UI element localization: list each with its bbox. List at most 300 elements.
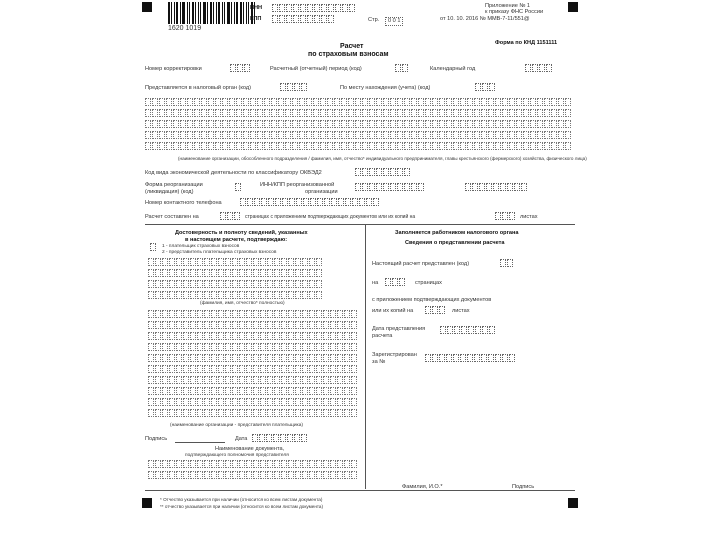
input-cell[interactable] xyxy=(166,120,172,128)
input-cell[interactable] xyxy=(148,280,154,288)
input-cell[interactable] xyxy=(295,376,301,384)
input-cell[interactable] xyxy=(254,198,260,206)
input-cell[interactable] xyxy=(162,409,168,417)
input-cell[interactable] xyxy=(204,471,210,479)
input-cell[interactable] xyxy=(447,326,453,334)
input-cell[interactable] xyxy=(152,109,158,117)
input-cell[interactable] xyxy=(425,306,431,314)
input-cell[interactable] xyxy=(208,120,214,128)
input-cell[interactable] xyxy=(383,131,389,139)
input-cell[interactable] xyxy=(162,291,168,299)
input-cell[interactable] xyxy=(225,398,231,406)
input-cell[interactable] xyxy=(236,98,242,106)
input-cell[interactable] xyxy=(330,387,336,395)
input-cell[interactable] xyxy=(162,376,168,384)
input-cell[interactable] xyxy=(474,98,480,106)
input-cell[interactable] xyxy=(323,365,329,373)
input-cell[interactable] xyxy=(302,398,308,406)
input-cell[interactable] xyxy=(218,376,224,384)
input-cell[interactable] xyxy=(183,409,189,417)
input-cell[interactable] xyxy=(176,398,182,406)
input-cell[interactable] xyxy=(239,280,245,288)
input-cell[interactable] xyxy=(246,471,252,479)
input-cell[interactable] xyxy=(316,387,322,395)
input-cell[interactable] xyxy=(385,278,391,286)
input-cell[interactable] xyxy=(211,310,217,318)
input-cell[interactable] xyxy=(344,354,350,362)
input-cell[interactable] xyxy=(246,269,252,277)
input-cell[interactable] xyxy=(300,4,306,12)
input-cell[interactable] xyxy=(260,332,266,340)
input-cell[interactable] xyxy=(516,98,522,106)
input-cell[interactable] xyxy=(190,398,196,406)
input-cell[interactable] xyxy=(267,258,273,266)
input-cell[interactable] xyxy=(523,98,529,106)
input-cell[interactable] xyxy=(204,354,210,362)
input-cell[interactable] xyxy=(316,376,322,384)
input-cell[interactable] xyxy=(271,98,277,106)
input-cell[interactable] xyxy=(183,291,189,299)
input-cell[interactable] xyxy=(250,120,256,128)
input-cell[interactable] xyxy=(267,376,273,384)
input-cell[interactable] xyxy=(236,142,242,150)
input-cell[interactable] xyxy=(222,142,228,150)
input-cell[interactable] xyxy=(293,4,299,12)
input-cell[interactable] xyxy=(173,120,179,128)
input-cell[interactable] xyxy=(145,120,151,128)
input-cell[interactable] xyxy=(327,142,333,150)
input-cell[interactable] xyxy=(183,321,189,329)
input-cell[interactable] xyxy=(197,332,203,340)
input-cell[interactable] xyxy=(183,280,189,288)
input-cell[interactable] xyxy=(239,409,245,417)
input-cell[interactable] xyxy=(500,259,506,267)
input-cell[interactable] xyxy=(320,98,326,106)
input-cell[interactable] xyxy=(299,109,305,117)
input-cell[interactable] xyxy=(404,131,410,139)
input-cell[interactable] xyxy=(211,291,217,299)
input-cell[interactable] xyxy=(295,387,301,395)
input-cell[interactable] xyxy=(467,131,473,139)
input-cell[interactable] xyxy=(314,4,320,12)
input-cell[interactable] xyxy=(244,64,250,72)
input-cell[interactable] xyxy=(275,198,281,206)
input-cell[interactable] xyxy=(243,131,249,139)
input-cell[interactable] xyxy=(208,109,214,117)
input-cell[interactable] xyxy=(232,471,238,479)
input-cell[interactable] xyxy=(239,365,245,373)
input-cell[interactable] xyxy=(302,365,308,373)
input-cell[interactable] xyxy=(281,398,287,406)
input-cell[interactable] xyxy=(197,321,203,329)
input-cell[interactable] xyxy=(366,198,372,206)
input-cell[interactable] xyxy=(334,120,340,128)
input-cell[interactable] xyxy=(243,142,249,150)
input-cell[interactable] xyxy=(272,15,278,23)
input-cell[interactable] xyxy=(274,310,280,318)
input-cell[interactable] xyxy=(352,198,358,206)
input-cell[interactable] xyxy=(166,131,172,139)
input-cell[interactable] xyxy=(295,471,301,479)
input-cell[interactable] xyxy=(183,354,189,362)
input-cell[interactable] xyxy=(316,365,322,373)
input-cell[interactable] xyxy=(344,332,350,340)
input-cell[interactable] xyxy=(309,310,315,318)
input-cell[interactable] xyxy=(323,376,329,384)
input-cell[interactable] xyxy=(169,321,175,329)
input-cell[interactable] xyxy=(288,291,294,299)
input-cell[interactable] xyxy=(243,109,249,117)
input-cell[interactable] xyxy=(537,120,543,128)
input-cell[interactable] xyxy=(502,131,508,139)
input-cell[interactable] xyxy=(334,142,340,150)
input-cell[interactable] xyxy=(551,109,557,117)
input-cell[interactable] xyxy=(474,131,480,139)
input-cell[interactable] xyxy=(316,409,322,417)
input-cell[interactable] xyxy=(439,120,445,128)
input-cell[interactable] xyxy=(239,398,245,406)
input-cell[interactable] xyxy=(183,310,189,318)
input-cell[interactable] xyxy=(234,212,240,220)
input-cell[interactable] xyxy=(425,142,431,150)
input-cell[interactable] xyxy=(257,142,263,150)
input-cell[interactable] xyxy=(267,398,273,406)
input-cell[interactable] xyxy=(225,291,231,299)
input-cell[interactable] xyxy=(162,398,168,406)
input-cell[interactable] xyxy=(218,471,224,479)
input-cell[interactable] xyxy=(159,109,165,117)
input-cell[interactable] xyxy=(183,376,189,384)
input-cell[interactable] xyxy=(239,354,245,362)
input-cell[interactable] xyxy=(274,269,280,277)
input-cell[interactable] xyxy=(218,343,224,351)
input-cell[interactable] xyxy=(229,120,235,128)
input-cell[interactable] xyxy=(148,332,154,340)
input-cell[interactable] xyxy=(159,120,165,128)
input-cell[interactable] xyxy=(316,471,322,479)
input-cell[interactable] xyxy=(330,332,336,340)
input-cell[interactable] xyxy=(302,376,308,384)
input-cell[interactable] xyxy=(278,131,284,139)
input-cell[interactable] xyxy=(190,365,196,373)
input-cell[interactable] xyxy=(411,142,417,150)
input-cell[interactable] xyxy=(301,434,307,442)
input-cell[interactable] xyxy=(267,291,273,299)
input-cell[interactable] xyxy=(183,269,189,277)
input-cell[interactable] xyxy=(551,98,557,106)
phone-cells[interactable] xyxy=(240,198,380,206)
input-cell[interactable] xyxy=(383,168,389,176)
input-cell[interactable] xyxy=(225,258,231,266)
input-cell[interactable] xyxy=(344,409,350,417)
input-cell[interactable] xyxy=(344,387,350,395)
input-cell[interactable] xyxy=(183,332,189,340)
input-cell[interactable] xyxy=(190,310,196,318)
input-cell[interactable] xyxy=(454,326,460,334)
submit-code-cells[interactable] xyxy=(500,259,514,267)
input-cell[interactable] xyxy=(183,460,189,468)
input-cell[interactable] xyxy=(351,387,357,395)
input-cell[interactable] xyxy=(169,365,175,373)
input-cell[interactable] xyxy=(351,354,357,362)
input-cell[interactable] xyxy=(253,269,259,277)
input-cell[interactable] xyxy=(176,310,182,318)
input-cell[interactable] xyxy=(240,198,246,206)
input-cell[interactable] xyxy=(218,409,224,417)
input-cell[interactable] xyxy=(201,98,207,106)
calendar-year-cells[interactable] xyxy=(525,64,553,72)
input-cell[interactable] xyxy=(225,310,231,318)
input-cell[interactable] xyxy=(222,109,228,117)
input-cell[interactable] xyxy=(295,291,301,299)
input-cell[interactable] xyxy=(232,398,238,406)
input-cell[interactable] xyxy=(288,310,294,318)
input-cell[interactable] xyxy=(173,98,179,106)
input-cell[interactable] xyxy=(183,343,189,351)
input-cell[interactable] xyxy=(302,269,308,277)
input-cell[interactable] xyxy=(565,109,571,117)
input-cell[interactable] xyxy=(239,291,245,299)
input-cell[interactable] xyxy=(162,365,168,373)
input-cell[interactable] xyxy=(176,258,182,266)
input-cell[interactable] xyxy=(190,332,196,340)
input-cell[interactable] xyxy=(544,98,550,106)
input-cell[interactable] xyxy=(201,131,207,139)
input-cell[interactable] xyxy=(344,376,350,384)
input-cell[interactable] xyxy=(148,269,154,277)
input-cell[interactable] xyxy=(299,142,305,150)
input-cell[interactable] xyxy=(281,471,287,479)
input-cell[interactable] xyxy=(288,376,294,384)
input-cell[interactable] xyxy=(225,280,231,288)
input-cell[interactable] xyxy=(295,258,301,266)
input-cell[interactable] xyxy=(279,15,285,23)
input-cell[interactable] xyxy=(544,120,550,128)
input-cell[interactable] xyxy=(162,387,168,395)
input-cell[interactable] xyxy=(530,120,536,128)
input-cell[interactable] xyxy=(281,321,287,329)
input-cell[interactable] xyxy=(197,409,203,417)
input-cell[interactable] xyxy=(169,269,175,277)
input-cell[interactable] xyxy=(479,183,485,191)
settlement-period-cells[interactable] xyxy=(395,64,409,72)
input-cell[interactable] xyxy=(225,460,231,468)
input-cell[interactable] xyxy=(211,409,217,417)
input-cell[interactable] xyxy=(376,109,382,117)
input-cell[interactable] xyxy=(246,398,252,406)
input-cell[interactable] xyxy=(446,354,452,362)
input-cell[interactable] xyxy=(509,142,515,150)
input-cell[interactable] xyxy=(313,142,319,150)
input-cell[interactable] xyxy=(169,258,175,266)
input-cell[interactable] xyxy=(176,376,182,384)
input-cell[interactable] xyxy=(166,98,172,106)
input-cell[interactable] xyxy=(204,269,210,277)
input-cell[interactable] xyxy=(338,198,344,206)
input-cell[interactable] xyxy=(302,310,308,318)
input-cell[interactable] xyxy=(180,131,186,139)
input-cell[interactable] xyxy=(159,98,165,106)
input-cell[interactable] xyxy=(495,142,501,150)
input-cell[interactable] xyxy=(345,198,351,206)
input-cell[interactable] xyxy=(316,332,322,340)
input-cell[interactable] xyxy=(211,343,217,351)
input-cell[interactable] xyxy=(281,269,287,277)
input-cell[interactable] xyxy=(383,142,389,150)
input-cell[interactable] xyxy=(488,109,494,117)
input-cell[interactable] xyxy=(289,198,295,206)
input-cell[interactable] xyxy=(525,64,531,72)
input-cell[interactable] xyxy=(316,310,322,318)
input-cell[interactable] xyxy=(148,365,154,373)
input-cell[interactable] xyxy=(292,131,298,139)
input-cell[interactable] xyxy=(281,365,287,373)
input-cell[interactable] xyxy=(425,354,431,362)
input-cell[interactable] xyxy=(288,365,294,373)
input-cell[interactable] xyxy=(155,471,161,479)
input-cell[interactable] xyxy=(281,310,287,318)
input-cell[interactable] xyxy=(232,409,238,417)
input-cell[interactable] xyxy=(341,120,347,128)
input-cell[interactable] xyxy=(362,131,368,139)
input-cell[interactable] xyxy=(267,471,273,479)
input-cell[interactable] xyxy=(341,98,347,106)
input-cell[interactable] xyxy=(323,460,329,468)
input-cell[interactable] xyxy=(302,291,308,299)
input-cell[interactable] xyxy=(187,120,193,128)
input-cell[interactable] xyxy=(481,354,487,362)
input-cell[interactable] xyxy=(279,4,285,12)
input-cell[interactable] xyxy=(208,131,214,139)
input-cell[interactable] xyxy=(148,291,154,299)
input-cell[interactable] xyxy=(530,98,536,106)
input-cell[interactable] xyxy=(197,398,203,406)
input-cell[interactable] xyxy=(218,269,224,277)
input-cell[interactable] xyxy=(509,98,515,106)
input-cell[interactable] xyxy=(330,343,336,351)
input-cell[interactable] xyxy=(418,131,424,139)
input-cell[interactable] xyxy=(152,98,158,106)
input-cell[interactable] xyxy=(482,326,488,334)
input-cell[interactable] xyxy=(489,83,495,91)
input-cell[interactable] xyxy=(218,280,224,288)
input-cell[interactable] xyxy=(267,409,273,417)
input-cell[interactable] xyxy=(488,142,494,150)
input-cell[interactable] xyxy=(351,460,357,468)
input-cell[interactable] xyxy=(152,120,158,128)
input-cell[interactable] xyxy=(162,258,168,266)
input-cell[interactable] xyxy=(342,4,348,12)
input-cell[interactable] xyxy=(509,120,515,128)
confirm-type-cell[interactable] xyxy=(150,243,157,251)
input-cell[interactable] xyxy=(148,398,154,406)
input-cell[interactable] xyxy=(271,142,277,150)
input-cell[interactable] xyxy=(169,354,175,362)
input-cell[interactable] xyxy=(461,326,467,334)
input-cell[interactable] xyxy=(309,269,315,277)
input-cell[interactable] xyxy=(397,168,403,176)
input-cell[interactable] xyxy=(323,471,329,479)
input-cell[interactable] xyxy=(246,258,252,266)
input-cell[interactable] xyxy=(225,269,231,277)
input-cell[interactable] xyxy=(309,365,315,373)
input-cell[interactable] xyxy=(239,460,245,468)
input-cell[interactable] xyxy=(190,354,196,362)
input-cell[interactable] xyxy=(246,291,252,299)
input-cell[interactable] xyxy=(280,83,286,91)
input-cell[interactable] xyxy=(211,354,217,362)
input-cell[interactable] xyxy=(330,354,336,362)
input-cell[interactable] xyxy=(159,142,165,150)
input-cell[interactable] xyxy=(337,321,343,329)
input-cell[interactable] xyxy=(267,343,273,351)
input-cell[interactable] xyxy=(204,409,210,417)
input-cell[interactable] xyxy=(404,142,410,150)
input-cell[interactable] xyxy=(232,343,238,351)
input-cell[interactable] xyxy=(309,471,315,479)
pages-cells[interactable] xyxy=(220,212,241,220)
input-cell[interactable] xyxy=(176,409,182,417)
input-cell[interactable] xyxy=(348,120,354,128)
input-cell[interactable] xyxy=(148,471,154,479)
input-cell[interactable] xyxy=(197,343,203,351)
input-cell[interactable] xyxy=(495,120,501,128)
input-cell[interactable] xyxy=(173,109,179,117)
input-cell[interactable] xyxy=(274,258,280,266)
date-submit-cells[interactable] xyxy=(440,326,496,334)
input-cell[interactable] xyxy=(229,109,235,117)
input-cell[interactable] xyxy=(460,142,466,150)
input-cell[interactable] xyxy=(369,131,375,139)
input-cell[interactable] xyxy=(302,460,308,468)
input-cell[interactable] xyxy=(197,269,203,277)
input-cell[interactable] xyxy=(432,120,438,128)
input-cell[interactable] xyxy=(285,131,291,139)
input-cell[interactable] xyxy=(204,398,210,406)
input-cell[interactable] xyxy=(194,98,200,106)
input-cell[interactable] xyxy=(369,120,375,128)
input-cell[interactable] xyxy=(176,291,182,299)
input-cell[interactable] xyxy=(295,365,301,373)
input-cell[interactable] xyxy=(253,291,259,299)
input-cell[interactable] xyxy=(260,471,266,479)
input-cell[interactable] xyxy=(404,183,410,191)
input-cell[interactable] xyxy=(225,354,231,362)
input-cell[interactable] xyxy=(246,321,252,329)
input-cell[interactable] xyxy=(187,142,193,150)
input-cell[interactable] xyxy=(432,109,438,117)
input-cell[interactable] xyxy=(204,258,210,266)
input-cell[interactable] xyxy=(530,131,536,139)
input-cell[interactable] xyxy=(330,398,336,406)
input-cell[interactable] xyxy=(274,343,280,351)
input-cell[interactable] xyxy=(281,460,287,468)
input-cell[interactable] xyxy=(155,291,161,299)
input-cell[interactable] xyxy=(439,142,445,150)
input-cell[interactable] xyxy=(390,168,396,176)
input-cell[interactable] xyxy=(376,131,382,139)
input-cell[interactable] xyxy=(411,98,417,106)
input-cell[interactable] xyxy=(253,354,259,362)
input-cell[interactable] xyxy=(397,98,403,106)
input-cell[interactable] xyxy=(253,332,259,340)
input-cell[interactable] xyxy=(288,280,294,288)
input-cell[interactable] xyxy=(558,109,564,117)
input-cell[interactable] xyxy=(324,198,330,206)
input-cell[interactable] xyxy=(439,98,445,106)
input-cell[interactable] xyxy=(544,131,550,139)
input-cell[interactable] xyxy=(183,365,189,373)
